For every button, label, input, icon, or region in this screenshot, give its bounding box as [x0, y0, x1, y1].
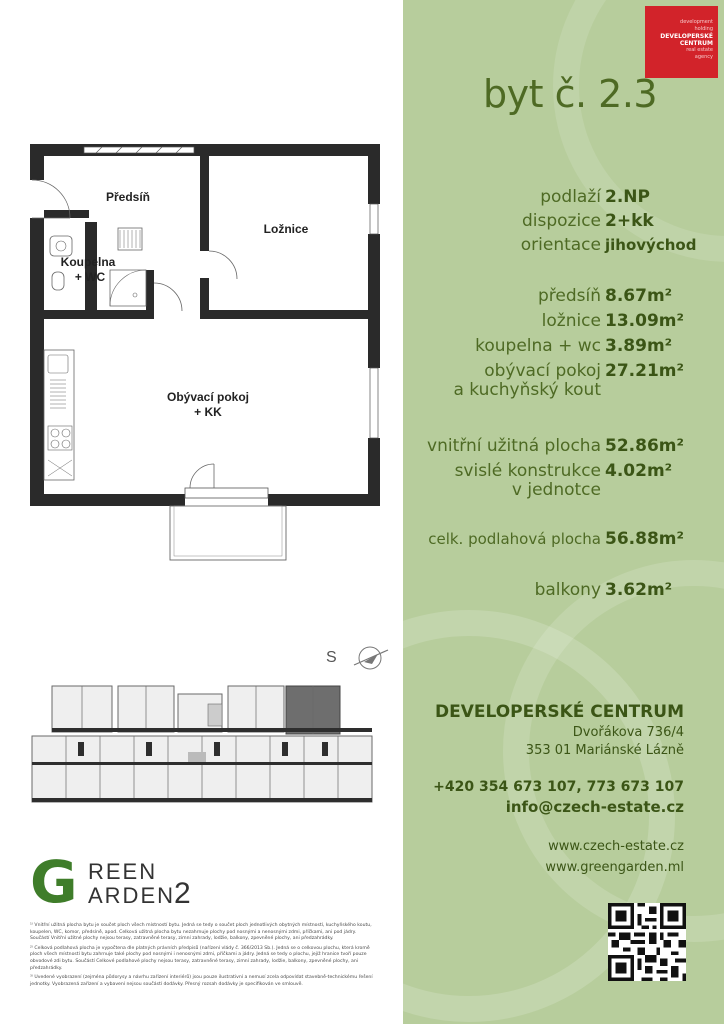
param-value: jihovýchod [605, 236, 697, 254]
brand-number: 2 [174, 877, 191, 910]
area-label: předsíň [537, 286, 601, 306]
brand-arden: ARDEN [88, 883, 176, 908]
total-label: vnitřní užitná plocha [427, 436, 601, 456]
room-bath-label: Koupelna [60, 255, 116, 269]
total-value: 52.86m² [605, 436, 684, 456]
company-street: Dvořákova 736/4 [572, 725, 684, 740]
brand-g: G [30, 848, 78, 916]
company-phones: +420 354 673 107, 773 673 107 [433, 779, 684, 795]
compass-icon [320, 640, 400, 680]
logo-line3: DEVELOPERSKÉ [660, 33, 713, 40]
logo-line4: CENTRUM [679, 40, 713, 47]
compass-label: S [326, 649, 337, 666]
floor-area [403, 529, 723, 551]
total-label-cont: v jednotce [511, 480, 601, 500]
logo-line6: agency [694, 54, 713, 60]
balcony-label: balkony [534, 580, 601, 600]
footnote-2: ²⁾ Celková podlahová plocha je vypočtena dle platných právních předpisů (nařízení vlády č. 366/2013 Sb.). Jedná se o celkovou plochu, která kromě ploch všech místností bytu zahrnuje také plochy pod nosnými i nenosnými zdmi, příčkami a jádry. Jedná se tedy o plochu, jejíž hranice tvoří pouze obvodové zdi bytu. Součástí Celkové podlahové plochy nejsou terasy, zatravněné terasy, zimní zahrady, lodžie, balkony, zpevněné plochy, ani předzahrádky. [30, 945, 370, 971]
area-living-line2 [403, 380, 723, 402]
param-value: 2.NP [605, 187, 650, 207]
area-label: obývací pokoj [484, 361, 601, 381]
area-bedroom [403, 311, 723, 333]
room-kk-label: + KK [194, 405, 222, 419]
logo-line2: holding [694, 26, 713, 32]
balcony-value: 3.62m² [605, 580, 673, 600]
room-wc-label: + WC [74, 270, 106, 284]
floor-area-value: 56.88m² [605, 529, 684, 549]
param-label: dispozice [521, 211, 601, 231]
footnote-3: ³⁾ Uvedené vyobrazení (zejména půdorysy a návrhu zařízení interiérů) jsou pouze ilustrativní a nemusí zcela odpovídat stavebně-technickému řešení jednotky. Vyobrazená zařízení a vybavení nejsou součástí dodávky. Přesný rozsah dodávky je specifikován ve smlouvě. [30, 975, 373, 987]
param-layout [403, 211, 723, 233]
total-usable [403, 436, 723, 458]
param-floor [403, 187, 723, 209]
room-hall-label: Předsíň [105, 190, 151, 204]
brand-reen: REEN [88, 859, 158, 884]
company-email[interactable]: info@czech-estate.cz [505, 798, 684, 816]
area-value: 27.21m² [605, 361, 684, 381]
company-logo [645, 6, 718, 78]
company-name: DEVELOPERSKÉ CENTRUM [434, 702, 684, 722]
logo-line1: development [680, 19, 713, 25]
total-label: svislé konstrukce [454, 461, 601, 481]
param-label: podlaží [540, 187, 601, 207]
room-living-label: Obývací pokoj [166, 390, 250, 404]
footnotes [30, 923, 376, 991]
footnote-1: ¹⁾ Vnitřní užitná plocha bytu je součet ploch všech místností bytu. Jedná se tedy o součet ploch jednotlivých obytných místností, kuchyňského koutu, koupelen, WC, komor, předsíně, apod. Celková užitná plocha bytu nezahrnuje plochy pod nosnými a nenosnými zdmi, příčkami, ani pod jádry. Součástí Vnitřní užitné plochy nejsou terasy, zatravněné terasy, zimní zahrady, lodžie, balkony, zpevněné plochy, ani předzahrádky. [30, 923, 372, 942]
company-city: 353 01 Mariánské Lázně [525, 743, 684, 758]
info-panel [403, 0, 724, 1024]
area-value: 8.67m² [605, 286, 673, 306]
floor-area-label: celk. podlahová plocha [428, 530, 601, 548]
total-structures-line2 [403, 480, 723, 502]
area-label-cont: a kuchyňský kout [453, 380, 601, 400]
room-bedroom-label: Ložnice [263, 222, 309, 236]
area-label: koupelna + wc [475, 336, 601, 356]
floor-plan [0, 0, 403, 570]
area-label: ložnice [541, 311, 601, 331]
area-bathroom [403, 336, 723, 358]
param-value: 2+kk [605, 211, 654, 231]
building-plan [22, 676, 382, 806]
param-label: orientace [520, 235, 601, 255]
param-orientation [403, 235, 723, 257]
area-value: 3.89m² [605, 336, 673, 356]
apartment-title: byt č. 2.3 [483, 72, 658, 116]
area-hall [403, 286, 723, 308]
area-value: 13.09m² [605, 311, 684, 331]
website-link-1[interactable]: www.czech-estate.cz [548, 839, 684, 854]
balcony-area [403, 580, 723, 602]
qr-code-icon [608, 903, 686, 981]
website-link-2[interactable]: www.greengarden.ml [545, 860, 684, 875]
logo-line5: real estate [686, 47, 713, 53]
total-value: 4.02m² [605, 461, 673, 481]
